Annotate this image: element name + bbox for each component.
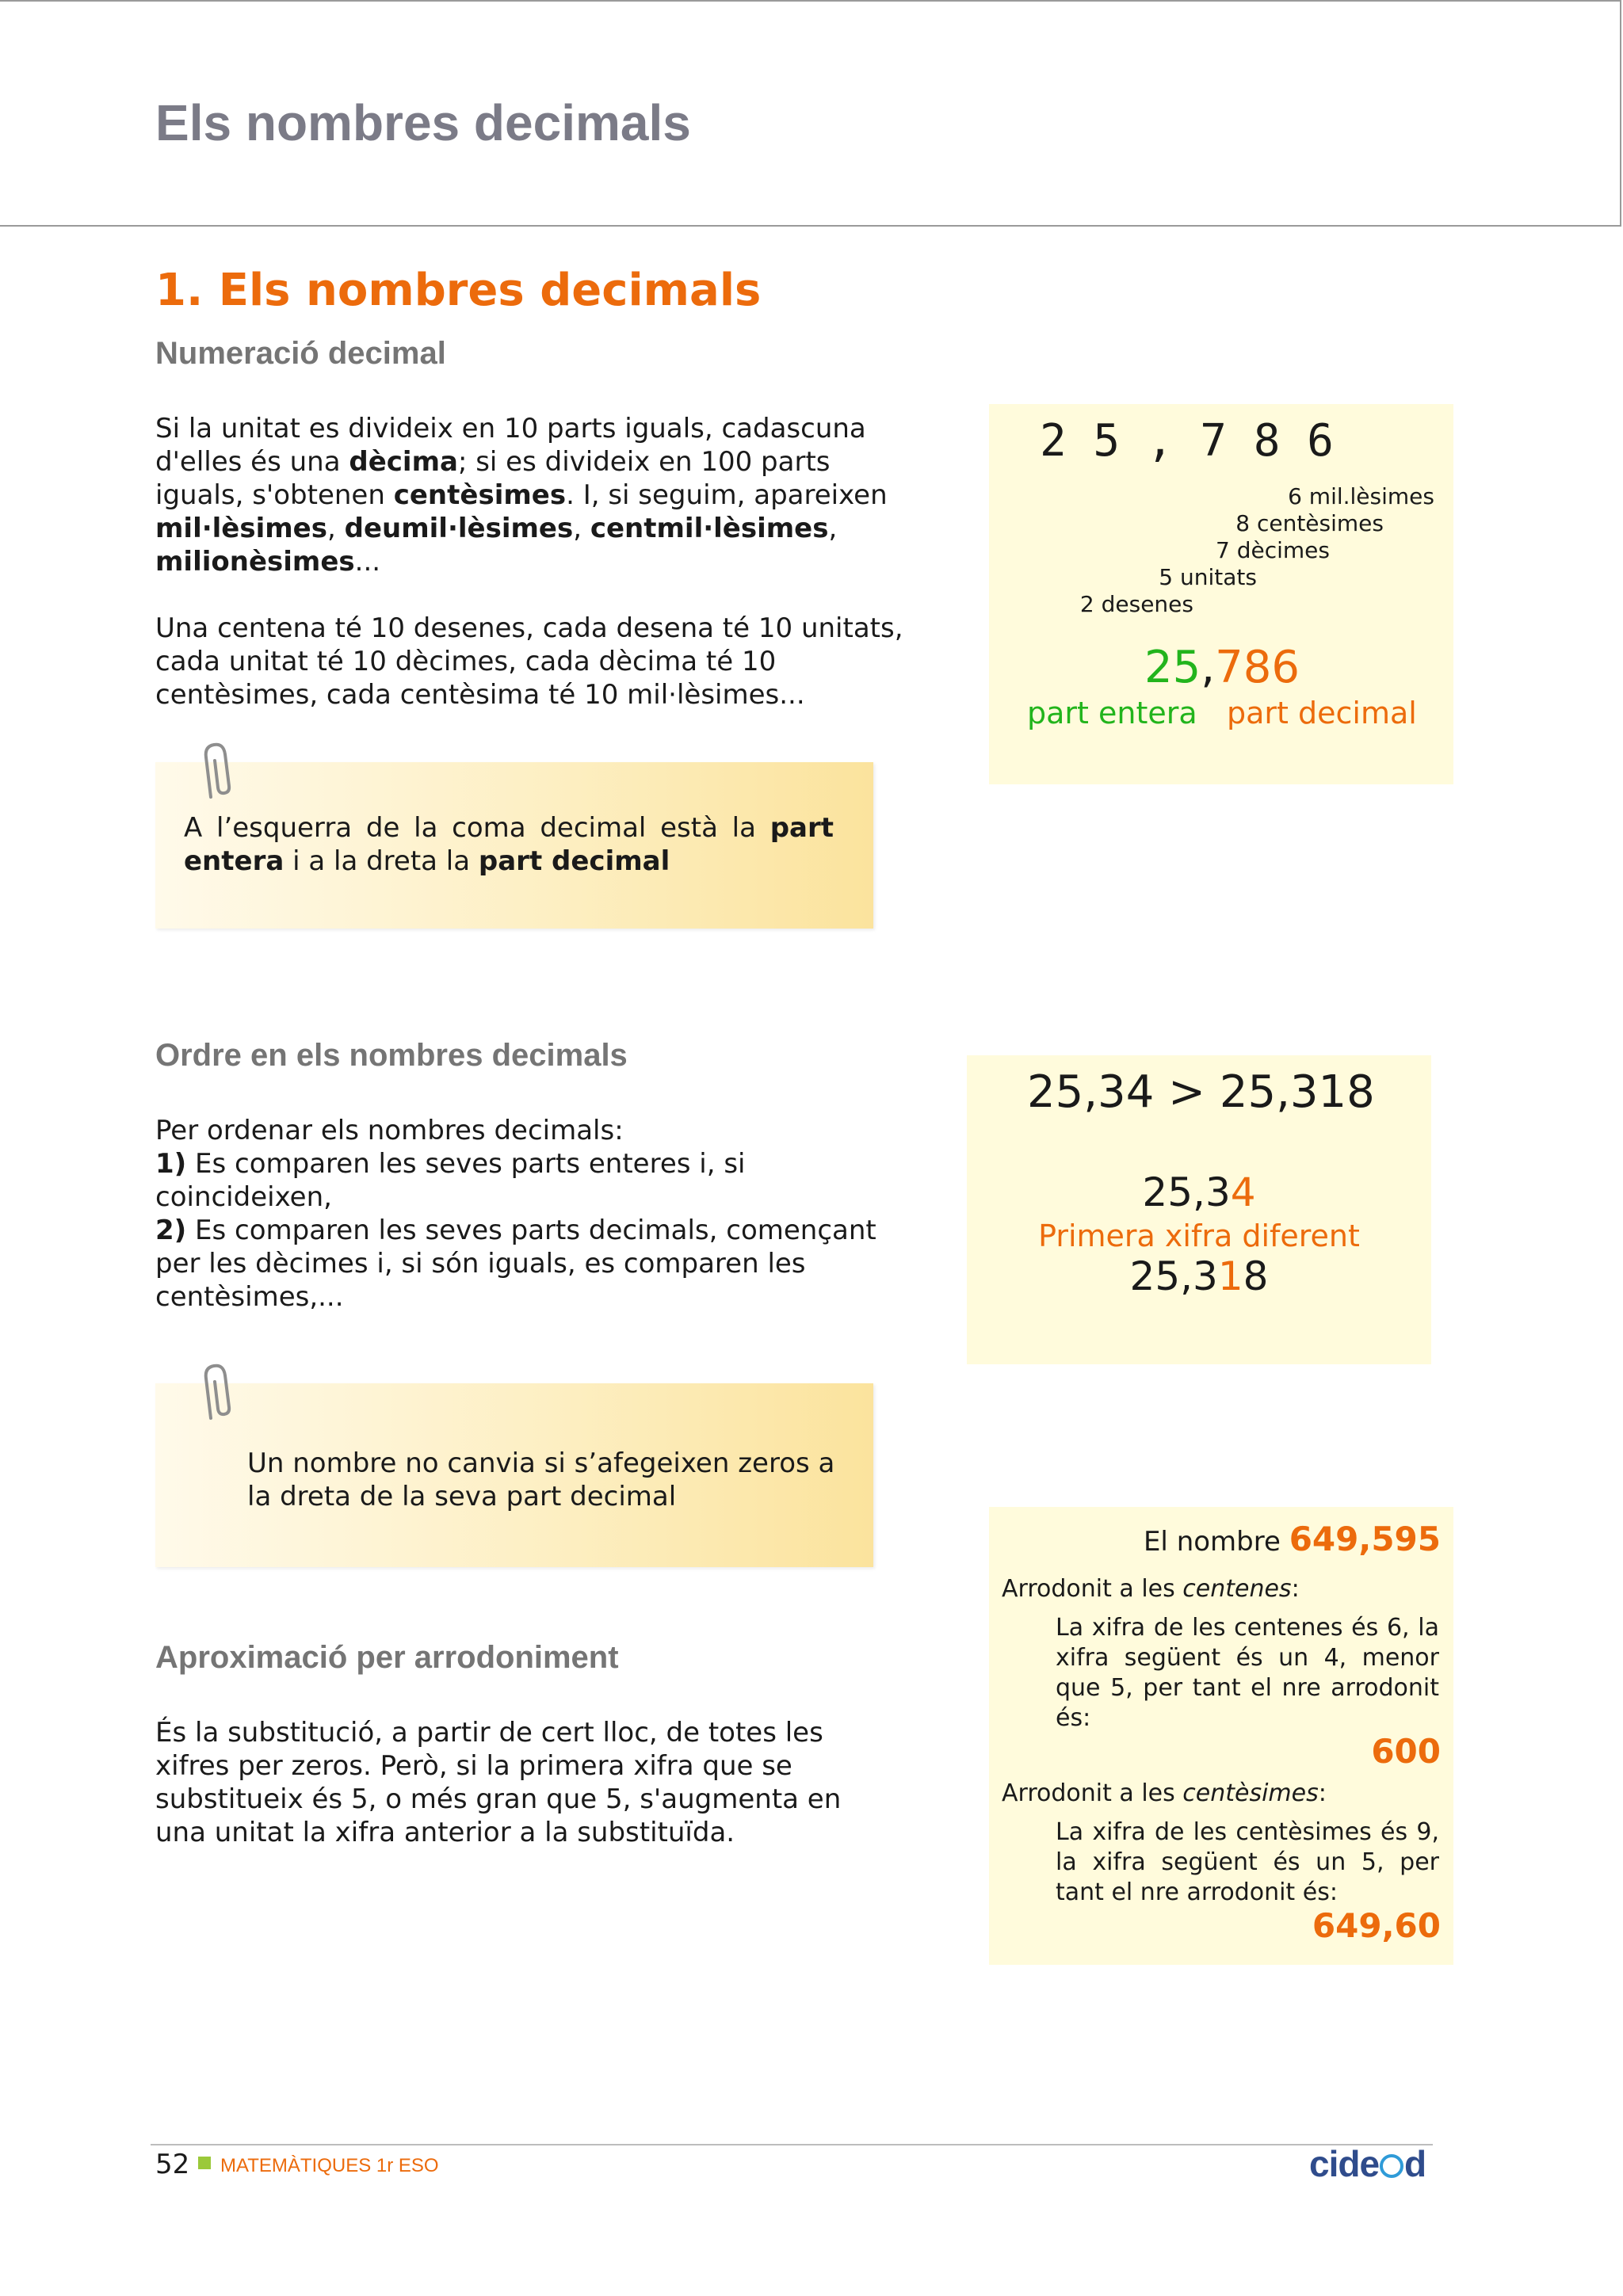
order-heading: Ordre en els nombres decimals: [155, 1038, 628, 1073]
cidead-logo: cide d: [1309, 2143, 1426, 2184]
label-decimes: 7 dècimes: [1216, 537, 1330, 563]
integer-part-label: part entera: [1027, 696, 1197, 730]
numeration-paragraph-2: Una centena té 10 desenes, cada desena té 10 unitats, cada unitat té 10 dècimes, cada dècima té 10 centèsimes, cada centèsima té 10 mil·lèsimes...: [155, 612, 903, 711]
rounding-case-1-text: La xifra de les centenes és 6, la xifra següent és un 4, menor que 5, per tant el nre arrodonit és:: [1056, 1614, 1439, 1732]
place-value-box: [989, 404, 1453, 784]
label-milesimes: 6 mil.lèsimes: [1288, 483, 1434, 509]
page-number: 52: [155, 2149, 190, 2180]
order-text: [155, 1114, 916, 1314]
compare-box: [967, 1055, 1431, 1364]
rounding-case-2-result: 649,60: [1312, 1906, 1441, 1945]
compare-number-a: 25,34: [1142, 1169, 1256, 1215]
rounding-paragraph: És la substitució, a partir de cert lloc, de totes les xifres per zeros. Però, si la primera xifra que se substitueix és 5, o més gran que 5, s'augmenta en una unitat la xifra anterior a la substituïda.: [155, 1717, 842, 1848]
place-value-number: 25,786: [1144, 642, 1300, 693]
place-value-digits: 2 5 , 7 8 6: [1040, 415, 1335, 467]
note-box-2: [155, 1383, 873, 1567]
first-different-digit-label: Primera xifra diferent: [1038, 1219, 1360, 1253]
label-centesimes: 8 centèsimes: [1235, 510, 1384, 536]
section-title: 1. Els nombres decimals: [155, 265, 762, 316]
rounding-case-1-result: 600: [1371, 1732, 1441, 1771]
rounding-number-line: El nombre 649,595: [1143, 1520, 1441, 1558]
note-box-1: [155, 762, 873, 929]
compare-number-b: 25,318: [1129, 1253, 1269, 1299]
footer-square-icon: [198, 2157, 211, 2169]
decimal-part-label: part decimal: [1227, 696, 1417, 730]
order-step-1: 1) Es comparen les seves parts enteres i, si coincideixen,: [155, 1148, 746, 1213]
numeration-paragraph-1: Si la unitat es divideix en 10 parts iguals, cadascuna d'elles és una dècima; si es divideix en 100 parts iguals, s'obtenen centèsimes. I, si seguim, apareixen mil·lèsimes, deumil·lèsimes, centmil·lèsimes, milionèsimes...: [155, 413, 888, 578]
numeration-text: [155, 412, 916, 711]
label-unitats: 5 unitats: [1159, 564, 1257, 590]
rounding-case-2-text: La xifra de les centèsimes és 9, la xifra següent és un 5, per tant el nre arrodonit és:: [1056, 1818, 1439, 1906]
document-title: Els nombres decimals: [155, 94, 691, 151]
rounding-case-2-title: Arrodonit a les centèsimes:: [1002, 1779, 1327, 1807]
note-1-text: A l’esquerra de la coma decimal està la part entera i a la dreta la part decimal: [184, 812, 834, 877]
note-2-text: Un nombre no canvia si s’afegeixen zeros a la dreta de la seva part decimal: [247, 1447, 835, 1512]
rounding-text: [155, 1716, 869, 1849]
numeration-heading: Numeració decimal: [155, 336, 446, 371]
at-sign-icon: [1380, 2154, 1403, 2178]
paperclip-icon: [200, 742, 235, 800]
rounding-box: [989, 1507, 1453, 1965]
footer-subject: MATEMÀTIQUES 1r ESO: [220, 2155, 439, 2176]
rounding-case-1-title: Arrodonit a les centenes:: [1002, 1575, 1300, 1603]
paperclip-icon: [200, 1363, 235, 1421]
order-step-2: 2) Es comparen les seves parts decimals, començant per les dècimes i, si són iguals, es comparen les centèsimes,...: [155, 1215, 876, 1313]
comparison-expression: 25,34 > 25,318: [1027, 1066, 1375, 1118]
label-desenes: 2 desenes: [1079, 591, 1193, 617]
rounding-heading: Aproximació per arrodoniment: [155, 1640, 619, 1675]
footer-divider: [151, 2144, 1433, 2145]
order-intro: Per ordenar els nombres decimals:: [155, 1115, 624, 1146]
